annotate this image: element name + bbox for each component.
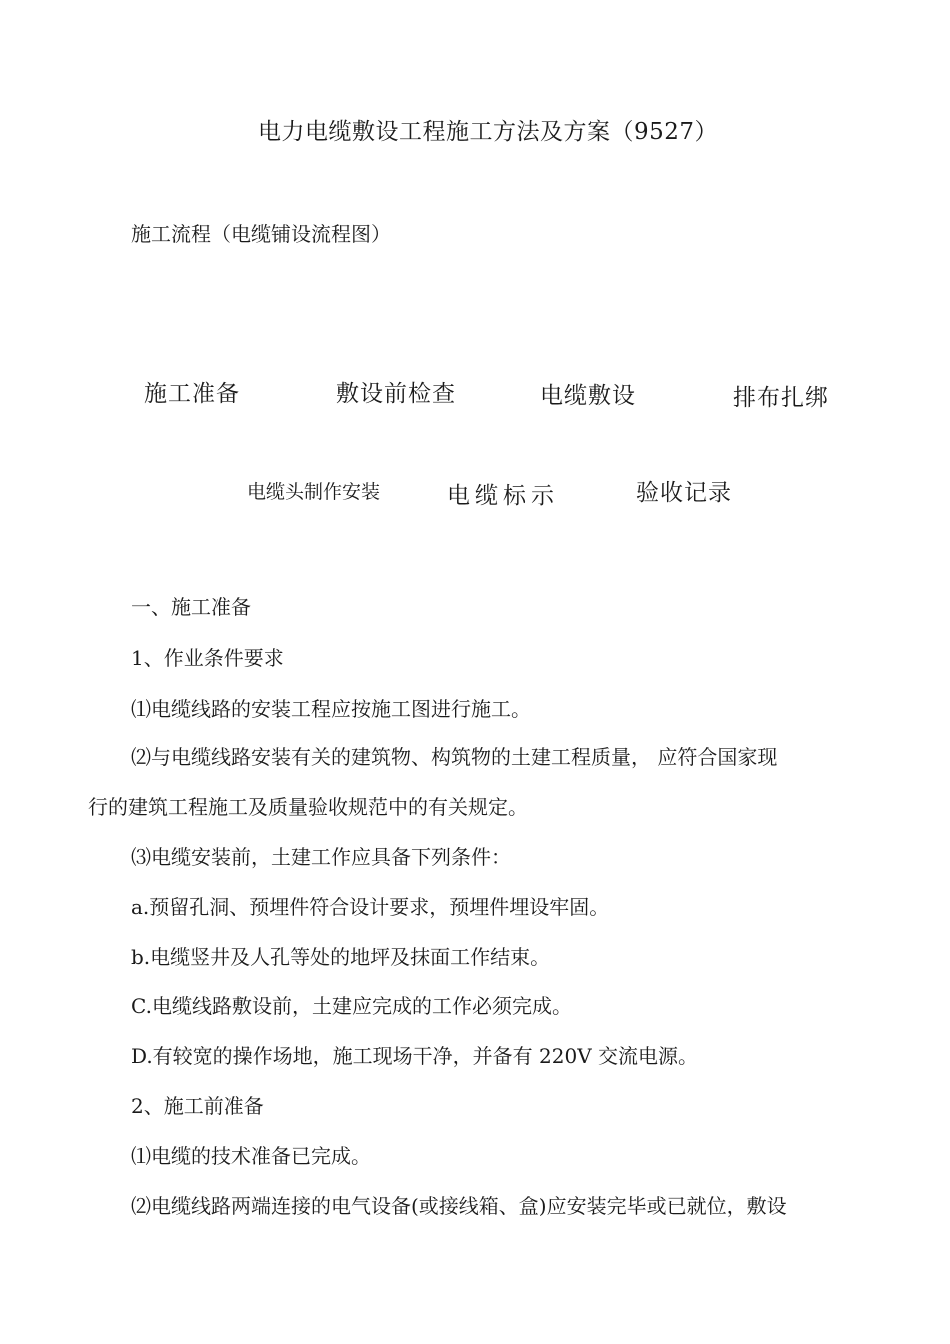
- flow-step-acceptance-record: 验收记录: [636, 480, 732, 506]
- flow-step-pre-laying-check: 敷设前检查: [336, 381, 456, 407]
- flow-step-cable-laying: 电缆敷设: [540, 383, 636, 409]
- flow-step-construction-prep: 施工准备: [144, 381, 240, 407]
- flow-step-cable-head-install: 电缆头制作安装: [247, 481, 381, 503]
- section-heading: 一、施工准备: [131, 595, 251, 619]
- flow-step-cable-marking: 电缆标示: [447, 483, 559, 509]
- list-item: C.电缆线路敷设前，土建应完成的工作必须完成。: [131, 994, 572, 1018]
- paragraph: ⑵与电缆线路安装有关的建筑物、构筑物的土建工程质量， 应符合国家现: [131, 745, 778, 769]
- section-subtitle: 施工流程（电缆铺设流程图）: [131, 222, 391, 246]
- paragraph-continuation: 行的建筑工程施工及质量验收规范中的有关规定。: [88, 795, 528, 819]
- document-title: 电力电缆敷设工程施工方法及方案（9527）: [258, 119, 719, 145]
- list-item: b.电缆竖井及人孔等处的地坪及抹面工作结束。: [131, 945, 551, 969]
- list-item: a.预留孔洞、预埋件符合设计要求，预埋件埋设牢固。: [131, 895, 610, 919]
- paragraph: ⑶电缆安装前，土建工作应具备下列条件：: [131, 845, 511, 869]
- paragraph: ⑴电缆线路的安装工程应按施工图进行施工。: [131, 697, 531, 721]
- paragraph: ⑵电缆线路两端连接的电气设备(或接线箱、盒)应安装完毕或已就位，敷设: [131, 1194, 787, 1218]
- subsection-heading: 1、作业条件要求: [131, 646, 284, 670]
- paragraph: ⑴电缆的技术准备已完成。: [131, 1144, 371, 1168]
- flow-step-arrange-bind: 排布扎绑: [733, 385, 829, 411]
- subsection-heading: 2、施工前准备: [131, 1094, 264, 1118]
- list-item: D.有较宽的操作场地，施工现场干净，并备有 220V 交流电源。: [131, 1044, 699, 1068]
